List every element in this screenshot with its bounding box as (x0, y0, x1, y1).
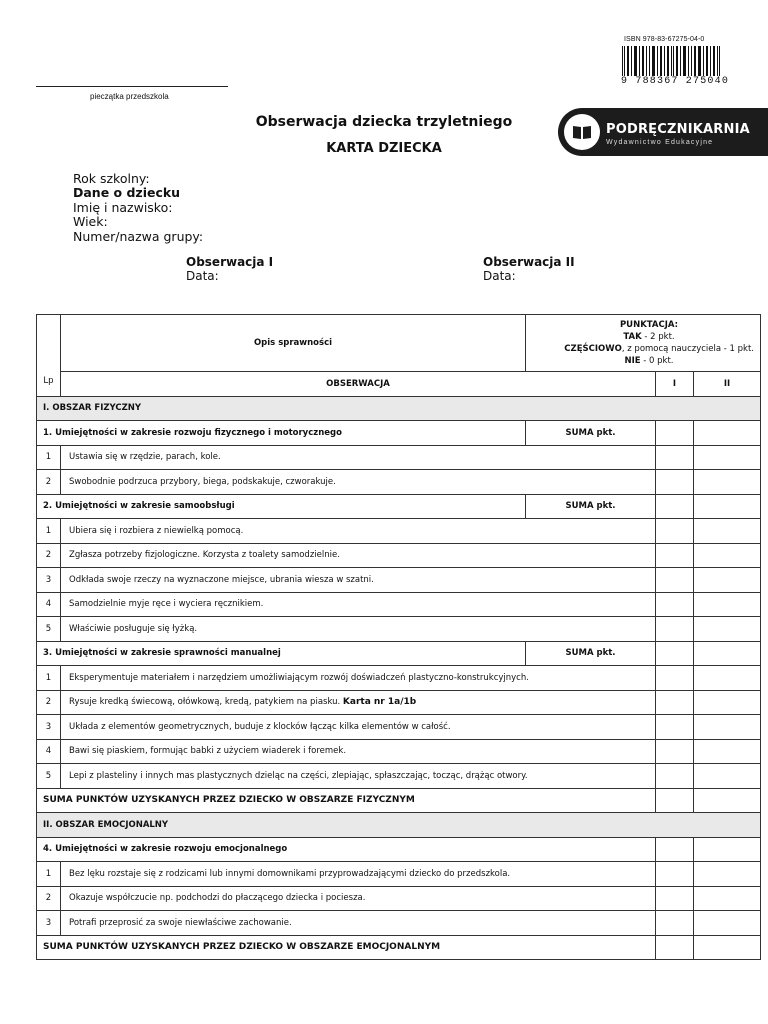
school-year-label: Rok szkolny: (73, 171, 150, 186)
score-cell[interactable] (656, 739, 694, 764)
row-number: 2 (37, 543, 61, 568)
table-row (37, 568, 761, 593)
row-description: Swobodnie podrzuca przybory, biega, podskakuje, czworakuje. (61, 470, 656, 495)
score-cell[interactable] (694, 641, 761, 666)
row-description: Właściwie posługuje się łyżką. (61, 617, 656, 642)
score-cell[interactable] (656, 666, 694, 691)
physical-sum-label: SUMA PUNKTÓW UZYSKANYCH PRZEZ DZIECKO W OBSZARZE FIZYCZNYM (37, 788, 656, 813)
score-cell[interactable] (656, 543, 694, 568)
score-cell[interactable] (694, 470, 761, 495)
score-cell[interactable] (694, 519, 761, 544)
score-cell[interactable] (656, 421, 694, 446)
partly-label: CZĘŚCIOWO (564, 344, 622, 354)
table-row (37, 592, 761, 617)
score-cell[interactable] (694, 764, 761, 789)
row-number: 3 (37, 715, 61, 740)
row-description: Odkłada swoje rzeczy na wyznaczone miejsce, ubrania wiesza w szatni. (61, 568, 656, 593)
yes-label: TAK (623, 332, 642, 342)
row-description: Potrafi przeprosić za swoje niewłaściwe zachowanie. (61, 911, 656, 936)
observation-2-date: Data: (483, 269, 516, 283)
group-4-title: 4. Umiejętności w zakresie rozwoju emocjonalnego (37, 837, 656, 862)
logo-subtitle: Wydawnictwo Edukacyjne (606, 139, 714, 146)
publisher-logo (558, 108, 768, 156)
section-physical: I. OBSZAR FIZYCZNY (37, 396, 761, 421)
row-description-text: Rysuje kredką świecową, ołówkową, kredą, patykiem na piasku. (69, 697, 343, 708)
scoring-title: PUNKTACJA: (619, 320, 679, 330)
row-description: Samodzielnie myje ręce i wyciera ręcznikiem. (61, 592, 656, 617)
score-cell[interactable] (656, 862, 694, 887)
table-row (37, 690, 761, 715)
score-cell[interactable] (694, 494, 761, 519)
isbn-text: ISBN 978-83-67275-04-0 (624, 36, 705, 43)
score-cell[interactable] (656, 519, 694, 544)
table-row (37, 715, 761, 740)
score-cell[interactable] (694, 666, 761, 691)
page-title: Obserwacja dziecka trzyletniego (255, 114, 513, 130)
group-2-title: 2. Umiejętności w zakresie samoobsługi (37, 494, 526, 519)
age-label: Wiek: (73, 214, 108, 229)
row-number: 1 (37, 519, 61, 544)
col-i-header: I (656, 372, 694, 397)
score-cell[interactable] (694, 837, 761, 862)
no-points: - 0 pkt. (640, 356, 674, 366)
observation-table (36, 314, 761, 960)
observation-header: OBSERWACJA (61, 372, 656, 397)
emotional-sum-label: SUMA PUNKTÓW UZYSKANYCH PRZEZ DZIECKO W OBSZARZE EMOCJONALNYM (37, 935, 656, 960)
table-row (37, 519, 761, 544)
score-cell[interactable] (656, 470, 694, 495)
row-number: 5 (37, 617, 61, 642)
card-reference: Karta nr 1a/1b (342, 697, 417, 708)
row-description: Ustawia się w rzędzie, parach, kole. (61, 445, 656, 470)
lp-header: Lp (37, 315, 61, 397)
child-data-heading: Dane o dziecku (73, 185, 181, 200)
row-number: 3 (37, 568, 61, 593)
name-label: Imię i nazwisko: (73, 200, 173, 215)
table-row (37, 739, 761, 764)
score-cell[interactable] (656, 935, 694, 960)
score-cell[interactable] (694, 862, 761, 887)
score-cell[interactable] (656, 764, 694, 789)
score-cell[interactable] (694, 739, 761, 764)
score-cell[interactable] (694, 715, 761, 740)
score-cell[interactable] (656, 715, 694, 740)
score-cell[interactable] (694, 568, 761, 593)
observation-1-date: Data: (186, 269, 219, 283)
score-cell[interactable] (656, 690, 694, 715)
score-cell[interactable] (694, 690, 761, 715)
yes-points: - 2 pkt. (641, 332, 675, 342)
row-number: 2 (37, 886, 61, 911)
row-description: Okazuje współczucie np. podchodzi do płaczącego dziecka i pocieszа. (61, 886, 656, 911)
group-1-title: 1. Umiejętności w zakresie rozwoju fizycznego i motorycznego (37, 421, 526, 446)
row-description: Lepi z plasteliny i innych mas plastycznych dzieląc na części, zlepiając, spłaszczając, tocząc, drążąc otwory. (61, 764, 656, 789)
stamp-line (36, 86, 228, 87)
partly-points: , z pomocą nauczyciela - 1 pkt. (621, 344, 755, 354)
row-number: 1 (37, 445, 61, 470)
row-number: 1 (37, 862, 61, 887)
no-label: NIE (624, 356, 641, 366)
row-number: 1 (37, 666, 61, 691)
score-cell[interactable] (656, 886, 694, 911)
row-description: Bez lęku rozstaje się z rodzicami lub innymi domownikami przyprowadzającymi dziecko do przedszkola. (61, 862, 656, 887)
row-number: 4 (37, 739, 61, 764)
barcode-number: 9 788367 275040 (621, 76, 730, 87)
row-description: Zgłasza potrzeby fizjologiczne. Korzysta z toalety samodzielnie. (61, 543, 656, 568)
score-cell[interactable] (694, 543, 761, 568)
table-row (37, 911, 761, 936)
row-description: Ubiera się i rozbiera z niewielką pomocą. (61, 519, 656, 544)
table-row (37, 445, 761, 470)
row-number: 3 (37, 911, 61, 936)
score-cell[interactable] (694, 935, 761, 960)
score-cell[interactable] (656, 837, 694, 862)
row-number: 2 (37, 470, 61, 495)
col-ii-header: II (694, 372, 761, 397)
score-cell[interactable] (656, 592, 694, 617)
row-description: Układa z elementów geometrycznych, buduje z klocków łącząc kilka elementów w całość. (61, 715, 656, 740)
section-emotional: II. OBSZAR EMOCJONALNY (37, 813, 761, 838)
row-description: Bawi się piaskiem, formując babki z użyciem wiaderek i foremek. (61, 739, 656, 764)
sum-label: SUMA pkt. (526, 494, 656, 519)
observation-2-title: Obserwacja II (483, 255, 575, 269)
table-row (37, 764, 761, 789)
table-row (37, 862, 761, 887)
book-icon (564, 114, 600, 150)
group-label: Numer/nazwa grupy: (73, 229, 204, 244)
score-cell[interactable] (694, 445, 761, 470)
score-cell[interactable] (694, 788, 761, 813)
score-cell[interactable] (656, 568, 694, 593)
stamp-label: pieczątka przedszkola (90, 92, 169, 101)
table-row (37, 470, 761, 495)
score-cell[interactable] (694, 911, 761, 936)
scoring-legend (526, 315, 761, 372)
row-description (61, 690, 656, 715)
sum-label: SUMA pkt. (526, 421, 656, 446)
score-cell[interactable] (656, 911, 694, 936)
observation-1-title: Obserwacja I (186, 255, 274, 269)
table-row (37, 886, 761, 911)
score-cell[interactable] (656, 494, 694, 519)
row-number: 4 (37, 592, 61, 617)
score-cell[interactable] (656, 788, 694, 813)
row-number: 5 (37, 764, 61, 789)
logo-name: PODRĘCZNIKARNIA (606, 122, 750, 137)
table-row (37, 617, 761, 642)
score-cell[interactable] (694, 886, 761, 911)
score-cell[interactable] (656, 641, 694, 666)
score-cell[interactable] (694, 617, 761, 642)
table-row (37, 666, 761, 691)
page-subtitle: KARTA DZIECKA (326, 141, 442, 156)
sum-label: SUMA pkt. (526, 641, 656, 666)
group-3-title: 3. Umiejętności w zakresie sprawności manualnej (37, 641, 526, 666)
score-cell[interactable] (656, 617, 694, 642)
table-row (37, 543, 761, 568)
description-header: Opis sprawności (61, 315, 526, 372)
score-cell[interactable] (694, 592, 761, 617)
row-description: Eksperymentuje materiałem i narzędziem umożliwiającym rozwój doświadczeń plastyczno-konstrukcyjnych. (61, 666, 656, 691)
row-number: 2 (37, 690, 61, 715)
score-cell[interactable] (694, 421, 761, 446)
score-cell[interactable] (656, 445, 694, 470)
